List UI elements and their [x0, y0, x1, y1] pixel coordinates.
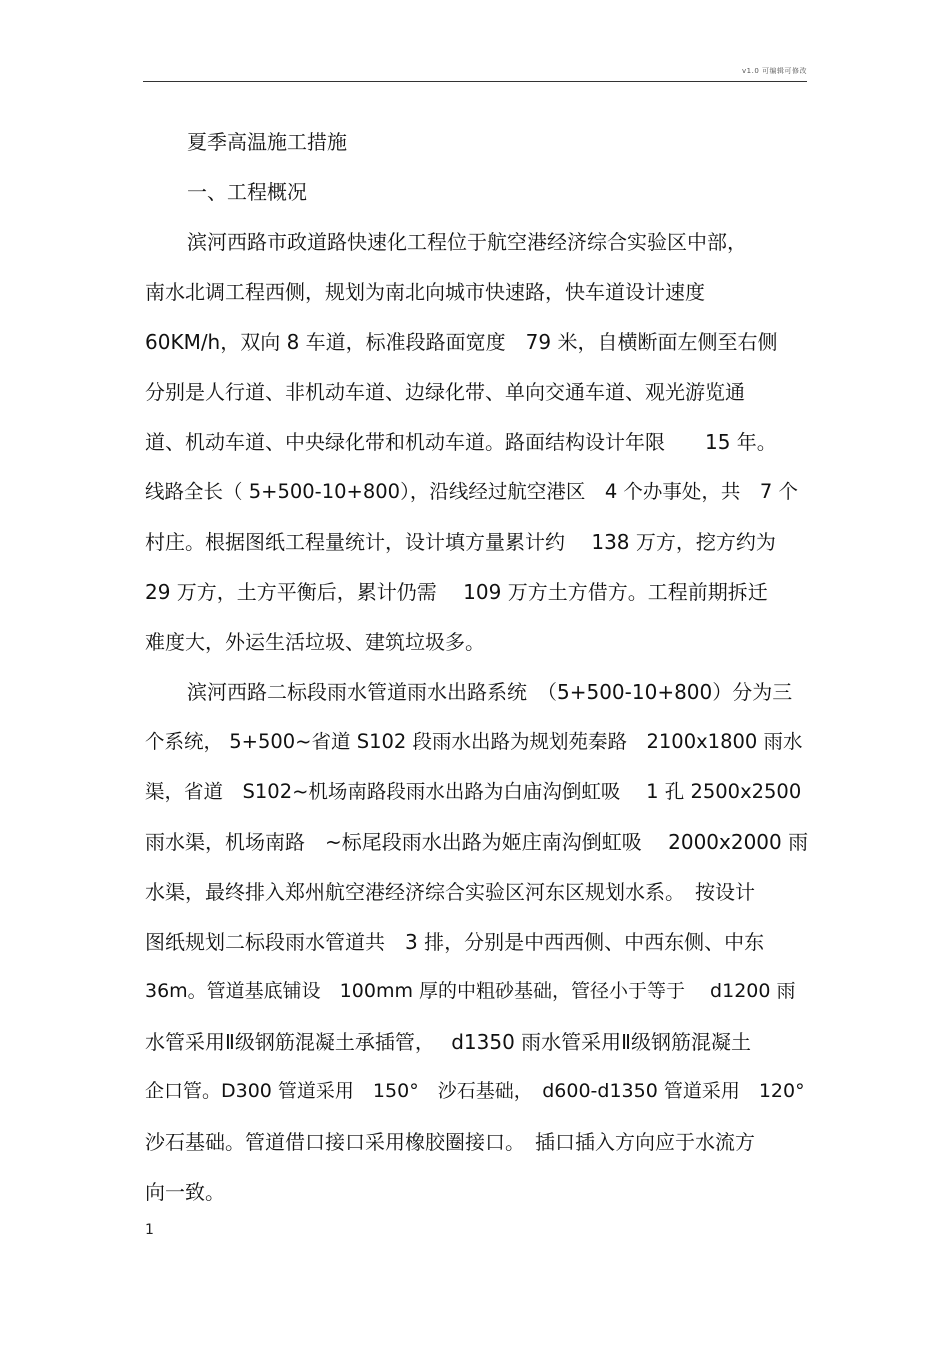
- paragraph-line: 水管采用Ⅱ级钢筋混凝土承插管， d1350 雨水管采用Ⅱ级钢筋混凝土: [145, 1030, 751, 1054]
- paragraph-line: 沙石基础。管道借口接口采用橡胶圈接口。 插口插入方向应于水流方: [145, 1130, 755, 1154]
- paragraph-line: 企口管。D300 管道采用 150° 沙石基础， d600-d1350 管道采用 120°: [145, 1080, 805, 1102]
- paragraph-line: 道、机动车道、中央绿化带和机动车道。路面结构设计年限 15 年。: [145, 430, 777, 454]
- section-heading: 一、工程概况: [187, 180, 307, 204]
- paragraph-line: 29 万方，土方平衡后，累计仍需 109 万方土方借方。工程前期拆迁: [145, 580, 768, 604]
- paragraph-line: 图纸规划二标段雨水管道共 3 排，分别是中西西侧、中西东侧、中东: [145, 930, 765, 954]
- paragraph-line: 滨河西路市政道路快速化工程位于航空港经济综合实验区中部，: [187, 230, 747, 254]
- header-version-note: v1.0 可编辑可修改: [742, 67, 807, 75]
- paragraph-line: 雨水渠，机场南路 ~标尾段雨水出路为姬庄南沟倒虹吸 2000x2000 雨: [145, 830, 809, 854]
- page-number: 1: [145, 1222, 154, 1238]
- paragraph-line: 水渠，最终排入郑州航空港经济综合实验区河东区规划水系。 按设计: [145, 880, 755, 904]
- paragraph-line: 60KM/h，双向 8 车道，标准段路面宽度 79 米，自横断面左侧至右侧: [145, 330, 778, 354]
- paragraph-line: 村庄。根据图纸工程量统计，设计填方量累计约 138 万方，挖方约为: [145, 530, 776, 554]
- paragraph-line: 线路全长（ 5+500-10+800），沿线经过航空港区 4 个办事处，共 7 个: [145, 480, 799, 503]
- paragraph-line: 难度大，外运生活垃圾、建筑垃圾多。: [145, 630, 485, 654]
- paragraph-line: 分别是人行道、非机动车道、边绿化带、单向交通车道、观光游览通: [145, 380, 745, 404]
- paragraph-line: 南水北调工程西侧，规划为南北向城市快速路，快车道设计速度: [145, 280, 705, 304]
- paragraph-line: 向一致。: [145, 1180, 225, 1204]
- paragraph-line: 36m。管道基底铺设 100mm 厚的中粗砂基础，管径小于等于 d1200 雨: [145, 980, 796, 1002]
- paragraph-line: 渠，省道 S102~机场南路段雨水出路为白庙沟倒虹吸 1 孔 2500x2500: [145, 780, 802, 803]
- header-rule: [143, 81, 807, 82]
- document-title: 夏季高温施工措施: [187, 130, 347, 154]
- paragraph-line: 滨河西路二标段雨水管道雨水出路系统 （5+500-10+800）分为三: [187, 680, 793, 704]
- paragraph-line: 个系统， 5+500~省道 S102 段雨水出路为规划苑秦路 2100x1800 雨水: [145, 730, 803, 753]
